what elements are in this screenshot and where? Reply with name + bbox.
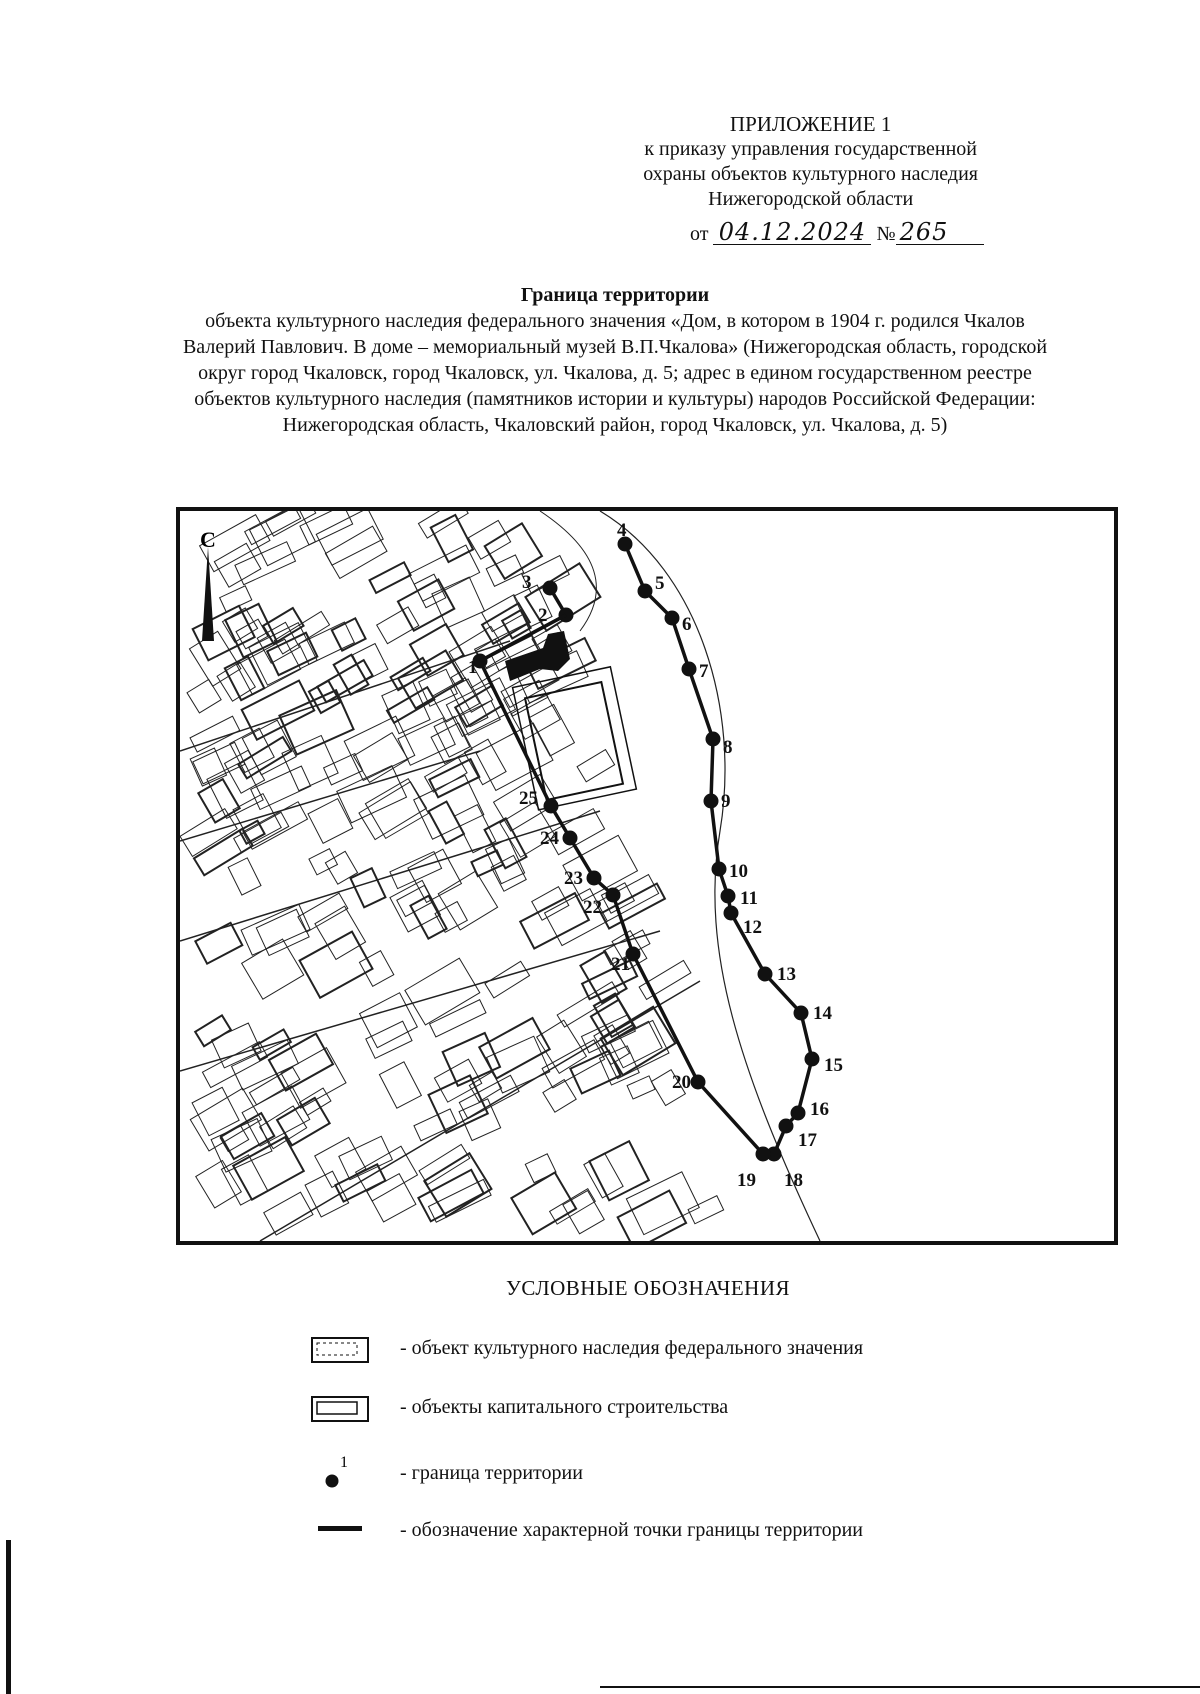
boundary-point-label: 2: [538, 605, 548, 626]
boundary-point-label: 4: [617, 520, 627, 541]
boundary-point-label: 1: [468, 657, 478, 678]
map-background-parcels: [180, 511, 820, 1241]
title-heading: Граница территории: [520, 284, 710, 306]
dashed-rect-icon: [310, 1335, 372, 1370]
title-body: объекта культурного наследия федерального значения «Дом, в котором в 1904 г. родился Чкалов Валерий Павлович. В доме – мемориальный музей В.П.Чкалова» (Нижегородская область, городской округ город Чкаловск, город Чкаловск, ул. Чкалова, д. 5; адрес в едином государственном реестре объектов культурного наследия (памятников истории и культуры) народов Российской Федерации: Нижегородская область, Чкаловский район, город Чкаловск, ул. Чкалова, д. 5): [182, 310, 1048, 436]
legend-characteristic-point: - обозначение характерной точки границы территории: [400, 1519, 863, 1541]
point-icon-label: 1: [340, 1455, 348, 1471]
boundary-point-label: 11: [740, 888, 758, 909]
boundary-point: [724, 906, 739, 921]
boundary-point-label: 9: [721, 791, 731, 812]
legend-title: УСЛОВНЫЕ ОБОЗНАЧЕНИЯ: [505, 1276, 791, 1300]
north-label: С: [200, 527, 216, 552]
legend-heritage-object: - объект культурного наследия федерального значения: [400, 1337, 864, 1359]
document-title: [170, 282, 1060, 438]
boundary-point-label: 6: [682, 614, 692, 635]
boundary-point: [606, 888, 621, 903]
cadastral-map: [176, 507, 1118, 1245]
boundary-point: [543, 581, 558, 596]
boundary-point: [665, 611, 680, 626]
order-date-number: [690, 220, 984, 246]
boundary-point: [721, 889, 736, 904]
boundary-point-label: 13: [777, 964, 796, 985]
boundary-point-label: 5: [655, 573, 665, 594]
boundary-point-label: 18: [784, 1170, 803, 1191]
boundary-point-label: 17: [798, 1130, 817, 1151]
appendix-line-2: к приказу управления государственной: [644, 138, 977, 160]
point-icon: [310, 1455, 350, 1496]
boundary-point-label: 15: [824, 1055, 843, 1076]
line-icon: [310, 1520, 370, 1541]
boundary-point-label: 10: [729, 861, 748, 882]
north-arrow-icon: [202, 547, 214, 641]
boundary-point-label: 3: [522, 572, 532, 593]
legend-capital-construction: - объекты капитального строительства: [400, 1396, 729, 1418]
boundary-point: [756, 1147, 771, 1162]
appendix-title: ПРИЛОЖЕНИЕ 1: [729, 112, 892, 136]
handwritten-date: 04.12.2024: [713, 220, 871, 245]
scan-edge-mark: [6, 1540, 11, 1694]
boundary-point: [706, 732, 721, 747]
boundary-point-label: 24: [540, 828, 559, 849]
boundary-point-label: 7: [699, 661, 709, 682]
rect-icon: [310, 1394, 372, 1429]
handwritten-number: 265: [896, 220, 984, 245]
boundary-point: [794, 1006, 809, 1021]
boundary-point-label: 12: [743, 917, 762, 938]
boundary-point: [682, 662, 697, 677]
appendix-line-4: Нижегородской области: [708, 188, 914, 210]
appendix-header: [643, 112, 978, 212]
map-drawing: [180, 511, 1114, 1241]
boundary-point: [563, 831, 578, 846]
boundary-point: [544, 799, 559, 814]
boundary-point: [758, 967, 773, 982]
date-prefix: от: [690, 223, 709, 245]
boundary-point-label: 16: [810, 1099, 829, 1120]
boundary-point-label: 20: [672, 1072, 691, 1093]
legend-territory-boundary: - граница территории: [400, 1462, 583, 1484]
boundary-point: [712, 862, 727, 877]
appendix-line-3: охраны объектов культурного наследия: [643, 163, 978, 185]
boundary-point: [704, 794, 719, 809]
boundary-point: [779, 1119, 794, 1134]
scan-bottom-line: [600, 1686, 1200, 1688]
boundary-point-label: 23: [564, 868, 583, 889]
boundary-point-label: 19: [737, 1170, 756, 1191]
boundary-point: [587, 871, 602, 886]
boundary-point: [638, 584, 653, 599]
boundary-point: [791, 1106, 806, 1121]
boundary-point-label: 22: [583, 897, 602, 918]
boundary-point-label: 14: [813, 1003, 832, 1024]
number-sign: №: [876, 223, 896, 245]
boundary-point-label: 8: [723, 737, 733, 758]
boundary-point-label: 25: [519, 788, 538, 809]
boundary-point-label: 21: [611, 954, 630, 975]
boundary-point: [805, 1052, 820, 1067]
boundary-point: [691, 1075, 706, 1090]
